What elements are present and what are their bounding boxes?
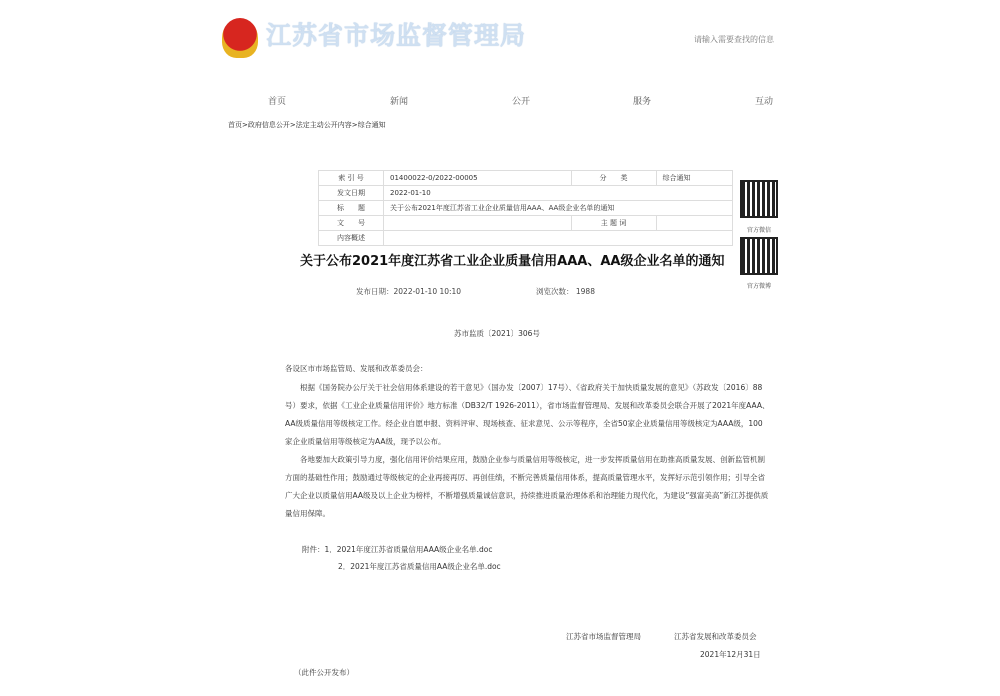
info-table xyxy=(318,170,733,246)
signer: 江苏省市场监督管理局 xyxy=(566,632,641,641)
date-value: 2022-01-10 xyxy=(384,186,733,201)
weibo-qr-code xyxy=(740,237,778,275)
publish-date: 发布日期：2022-01-10 10:10 xyxy=(356,287,462,296)
paragraph: 各地要加大政策引导力度，强化信用评价结果应用，鼓励企业参与质量信用等级核定，进一步发挥质量信用在助推高质量发展、创新监管机制方面的基础性作用；鼓励通过等级核定的企业再接再厉、再创佳绩，不断完善质量信用体系，提高质量管理水平，发挥好示范引领作用；引导全省广大企业以质量信用AA级及以上企业为榜样，不断增强质量诚信意识，持续推进质量治理体系和治理能力现代化，为建设“强富美高”新江苏提供质量信用保障。 xyxy=(285,455,769,518)
article-title: 关于公布2021年度江苏省工业企业质量信用AAA、AA级企业名单的通知 xyxy=(300,254,725,269)
greeting: 各设区市市场监管局、发展和改革委员会： xyxy=(285,364,428,373)
emblem-logo xyxy=(222,18,258,58)
summary-value xyxy=(384,231,733,246)
nav-service[interactable]: 服务 xyxy=(633,97,652,107)
title-value: 关于公布2021年度江苏省工业企业质量信用AAA、AA级企业名单的通知 xyxy=(384,201,733,216)
site-name[interactable]: 江苏省市场监督管理局 xyxy=(266,21,527,50)
nav-news[interactable]: 新闻 xyxy=(390,97,409,107)
docno-label: 文 号 xyxy=(319,216,384,231)
search-input[interactable]: 请输入需要查找的信息 xyxy=(694,35,774,44)
paragraph: 根据《国务院办公厅关于社会信用体系建设的若干意见》（国办发〔2007〕17号）、《省政府关于加快质量发展的意见》（苏政发〔2016〕88号）要求，依据《工业企业质量信用评价》地方标准（DB32/T 1926-2011），省市场监督管理局、发展和改革委员会联合开展了2021年度AAA、AA级质量信用等级核定工作。经企业自愿申报、资料评审、现场核查、征求意见、公示等程序，全省50家企业质量信用等级核定为AAA级，100家企业质量信用等级核定为AA级，现予以公布。 xyxy=(285,383,770,446)
wechat-qr-code xyxy=(740,180,778,218)
index-label: 索 引 号 xyxy=(319,171,384,186)
title-label: 标 题 xyxy=(319,201,384,216)
doc-number: 苏市监质〔2021〕306号 xyxy=(454,329,540,338)
attachment-link[interactable]: 附件：1．2021年度江苏省质量信用AAA级企业名单.doc xyxy=(302,545,493,554)
breadcrumb[interactable]: 首页>政府信息公开>法定主动公开内容>综合通知 xyxy=(228,121,386,129)
sign-date: 2021年12月31日 xyxy=(700,650,761,659)
summary-label: 内容概述 xyxy=(319,231,384,246)
nav-open[interactable]: 公开 xyxy=(512,97,531,107)
weibo-label: 官方微博 xyxy=(746,283,771,290)
subject-label: 主 题 词 xyxy=(571,216,656,231)
view-count: 浏览次数： 1988 xyxy=(536,287,595,296)
nav-home[interactable]: 首页 xyxy=(268,97,287,107)
nav-interact[interactable]: 互动 xyxy=(755,97,774,107)
category-value: 综合通知 xyxy=(656,171,732,186)
subject-value xyxy=(656,216,732,231)
index-value: 01400022-0/2022-00005 xyxy=(384,171,572,186)
wechat-label: 官方微信 xyxy=(746,227,771,234)
date-label: 发文日期 xyxy=(319,186,384,201)
signer: 江苏省发展和改革委员会 xyxy=(674,632,757,641)
docno-value xyxy=(384,216,572,231)
category-label: 分 类 xyxy=(571,171,656,186)
publish-note: （此件公开发布） xyxy=(294,668,354,677)
attachment-link[interactable]: 2．2021年度江苏省质量信用AA级企业名单.doc xyxy=(338,562,501,571)
